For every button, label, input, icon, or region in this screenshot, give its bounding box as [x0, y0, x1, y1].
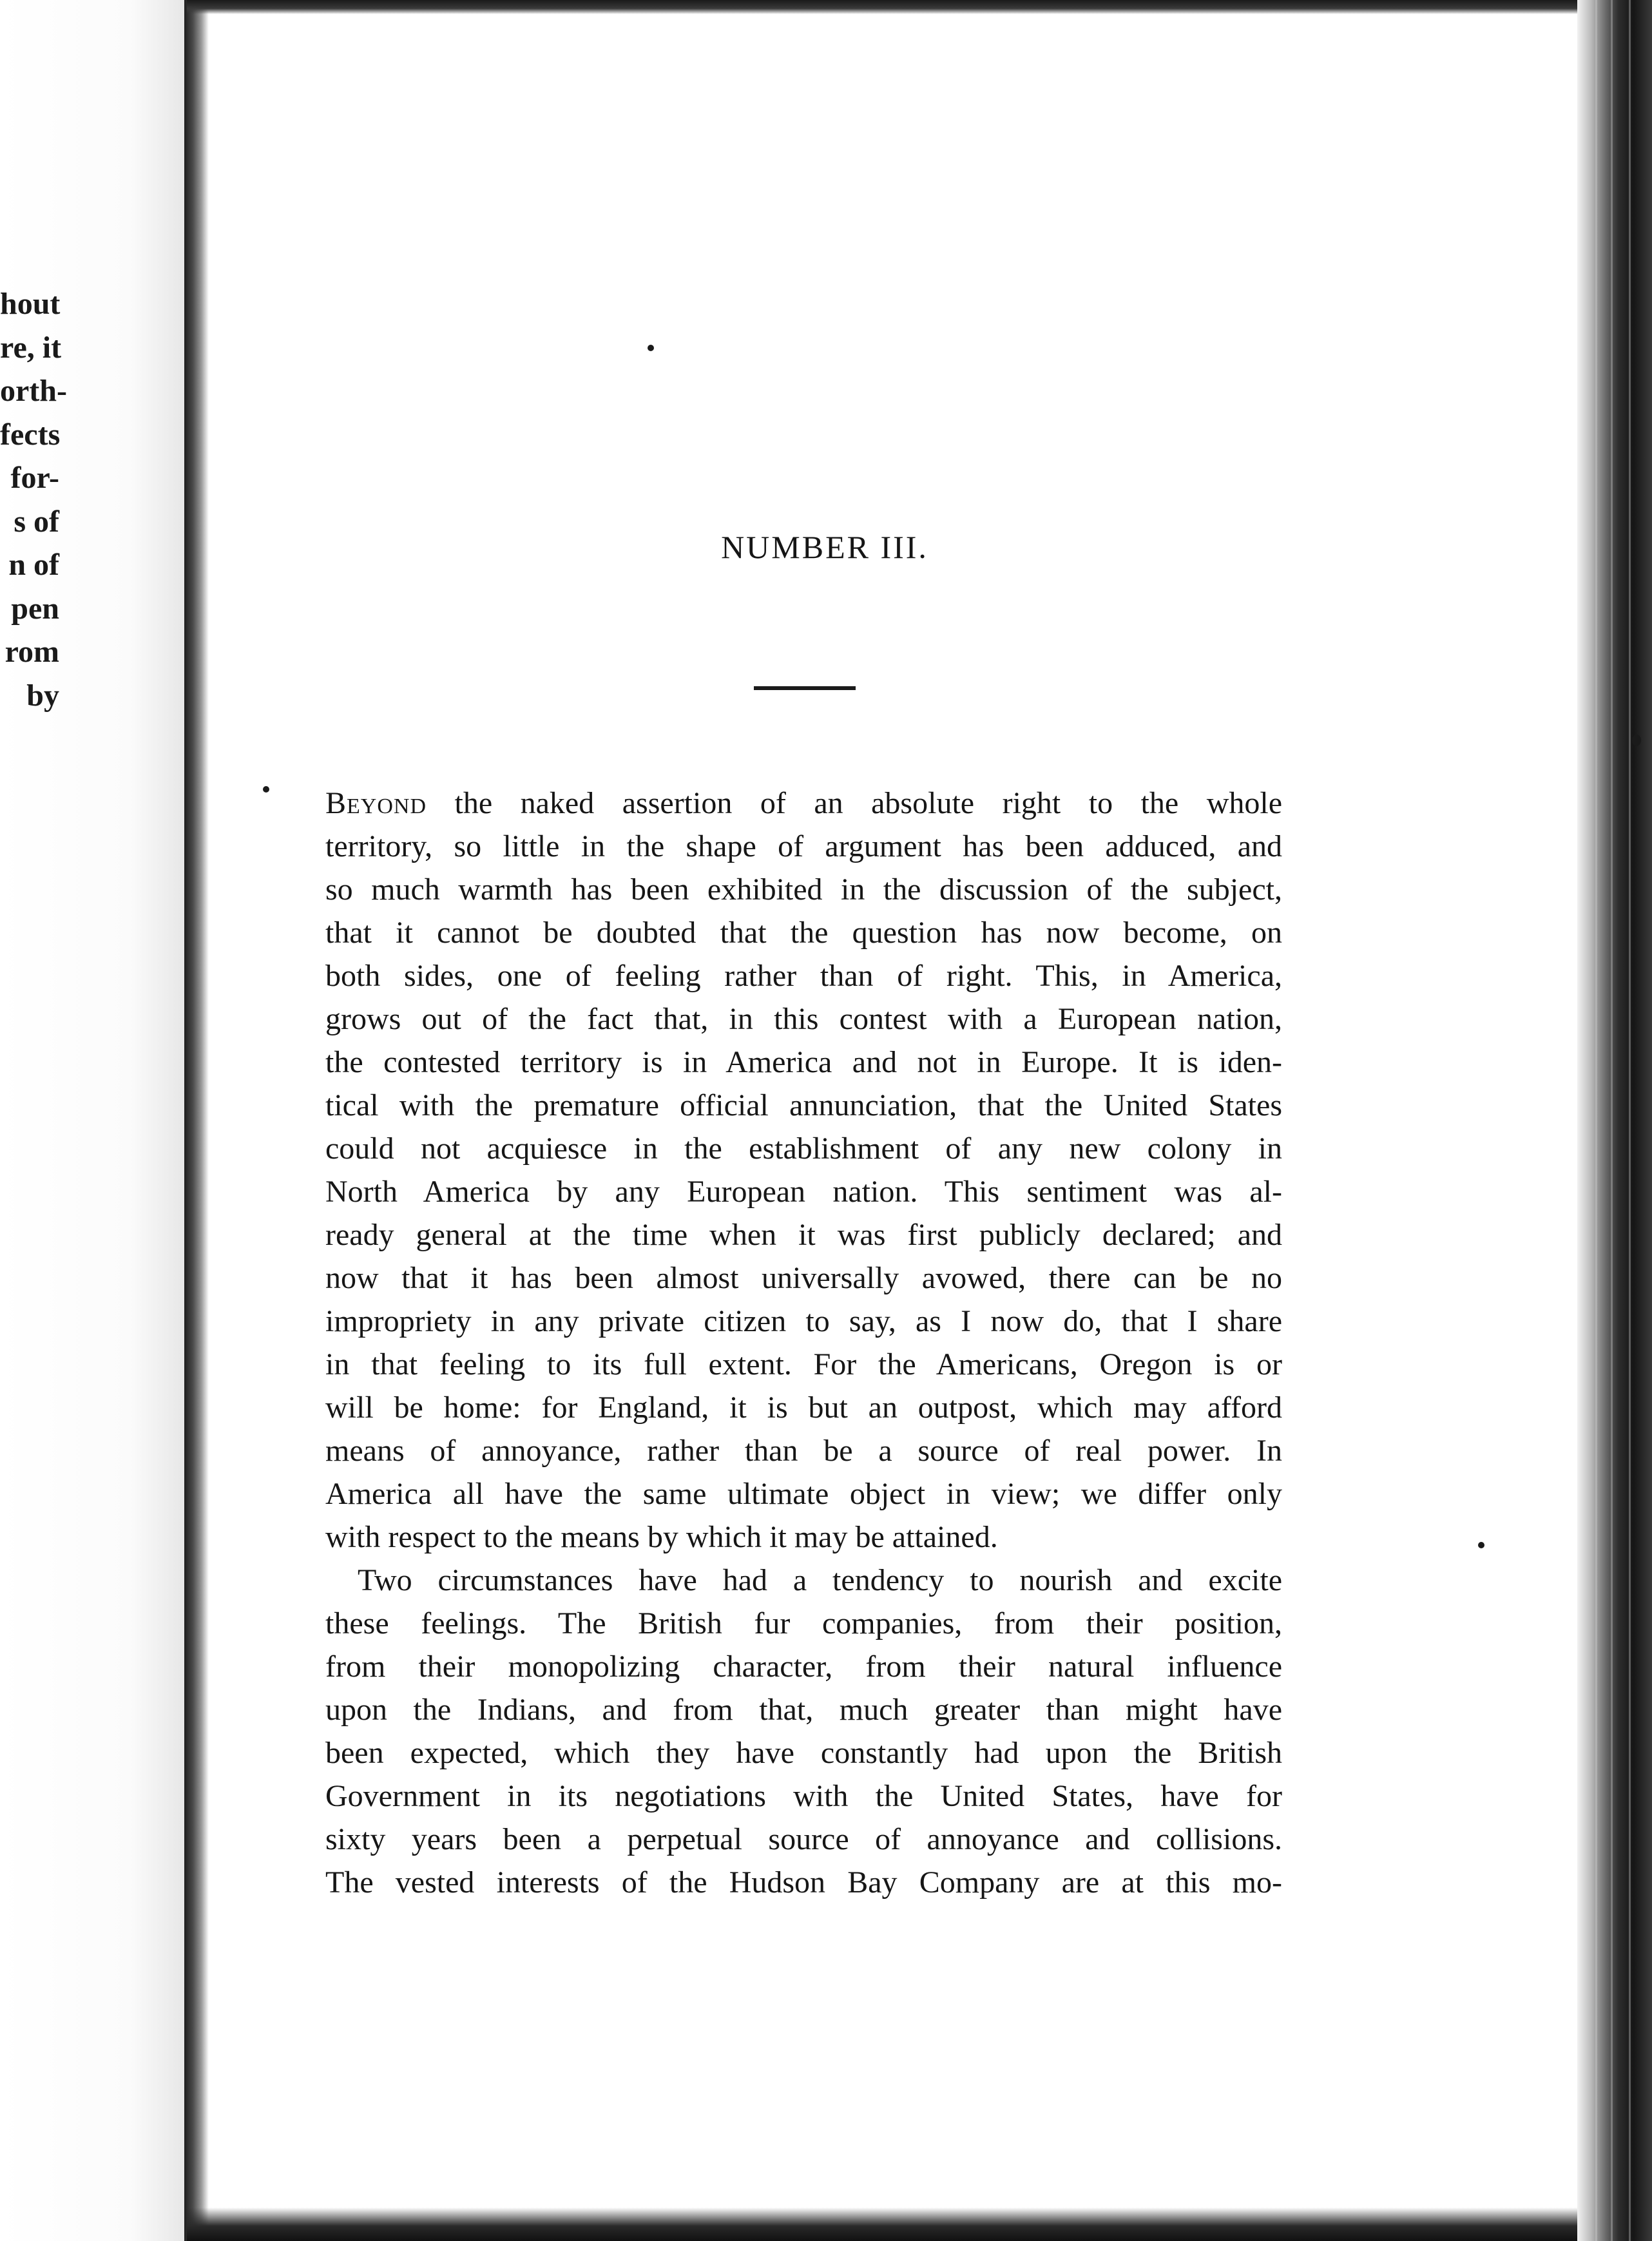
text-line: so much warmth has been exhibited in the discussion of the subject,: [325, 872, 1282, 907]
text-line: upon the Indians, and from that, much greater than might have: [325, 1693, 1282, 1727]
scan-speck: [1632, 735, 1641, 746]
text-line: America all have the same ultimate object in view; we differ only: [325, 1477, 1282, 1511]
facing-page-line: pen: [11, 591, 59, 626]
text-line: sixty years been a perpetual source of annoyance and collisions.: [325, 1822, 1282, 1856]
book-binding-gutter: [184, 0, 209, 2241]
text-line: both sides, one of feeling rather than of right. This, in America,: [325, 959, 1282, 993]
facing-page-line: s of: [14, 504, 59, 539]
facing-page-line: fects: [0, 417, 61, 452]
scan-speck: [1478, 1542, 1484, 1548]
text-line: ready general at the time when it was first publicly declared; and: [325, 1218, 1282, 1252]
text-line: territory, so little in the shape of argument has been adduced, and: [325, 829, 1282, 863]
text-line: Government in its negotiations with the United States, have for: [325, 1779, 1282, 1813]
scan-speck: [648, 345, 654, 351]
facing-page-line: orth-: [0, 374, 67, 408]
scan-bottom-edge: [187, 2207, 1617, 2241]
page-stack-edge: [1577, 0, 1652, 2241]
body-text: [325, 782, 1282, 1904]
heading-rule: [754, 686, 856, 690]
facing-page-line: for-: [10, 461, 59, 495]
text-line: North America by any European nation. This sentiment was al-: [325, 1175, 1282, 1209]
text-line: the contested territory is in America and not in Europe. It is iden-: [325, 1045, 1282, 1079]
lead-word: Beyond: [325, 786, 427, 820]
text-line: grows out of the fact that, in this contest with a European nation,: [325, 1002, 1282, 1036]
text-line: that it cannot be doubted that the question has now become, on: [325, 916, 1282, 950]
facing-page-line: re, it: [0, 330, 62, 365]
facing-page-line: n of: [8, 548, 59, 582]
text-line: tical with the premature official annunciation, that the United States: [325, 1088, 1282, 1122]
scan-speck: [263, 786, 269, 793]
scan-top-edge: [187, 0, 1617, 14]
text-line: these feelings. The British fur companies, from their position,: [325, 1606, 1282, 1640]
text-line: been expected, which they have constantly had upon the British: [325, 1736, 1282, 1770]
text-line: The vested interests of the Hudson Bay Company are at this mo-: [325, 1865, 1282, 1900]
text-line: means of annoyance, rather than be a source of real power. In: [325, 1434, 1282, 1468]
text-line: will be home: for England, it is but an outpost, which may afford: [325, 1390, 1282, 1425]
text-line: in that feeling to its full extent. For the Americans, Oregon is or: [325, 1347, 1282, 1381]
text-line: could not acquiesce in the establishment of any new colony in: [325, 1131, 1282, 1166]
text-line: from their monopolizing character, from their natural influence: [325, 1649, 1282, 1684]
text-line: Beyond the naked assertion of an absolute right to the whole: [325, 786, 1282, 820]
facing-page-line: rom: [5, 635, 59, 669]
facing-page-line: by: [26, 678, 59, 713]
chapter-heading: NUMBER III.: [721, 529, 928, 565]
facing-page-text-fragment: [0, 282, 67, 717]
text-line: with respect to the means by which it may be attained.: [325, 1520, 998, 1554]
facing-page-line: hout: [0, 287, 61, 321]
text-line: now that it has been almost universally avowed, there can be no: [325, 1261, 1282, 1295]
text-line: Two circumstances have had a tendency to nourish and excite: [358, 1563, 1282, 1597]
text-line: impropriety in any private citizen to say, as I now do, that I share: [325, 1304, 1282, 1338]
